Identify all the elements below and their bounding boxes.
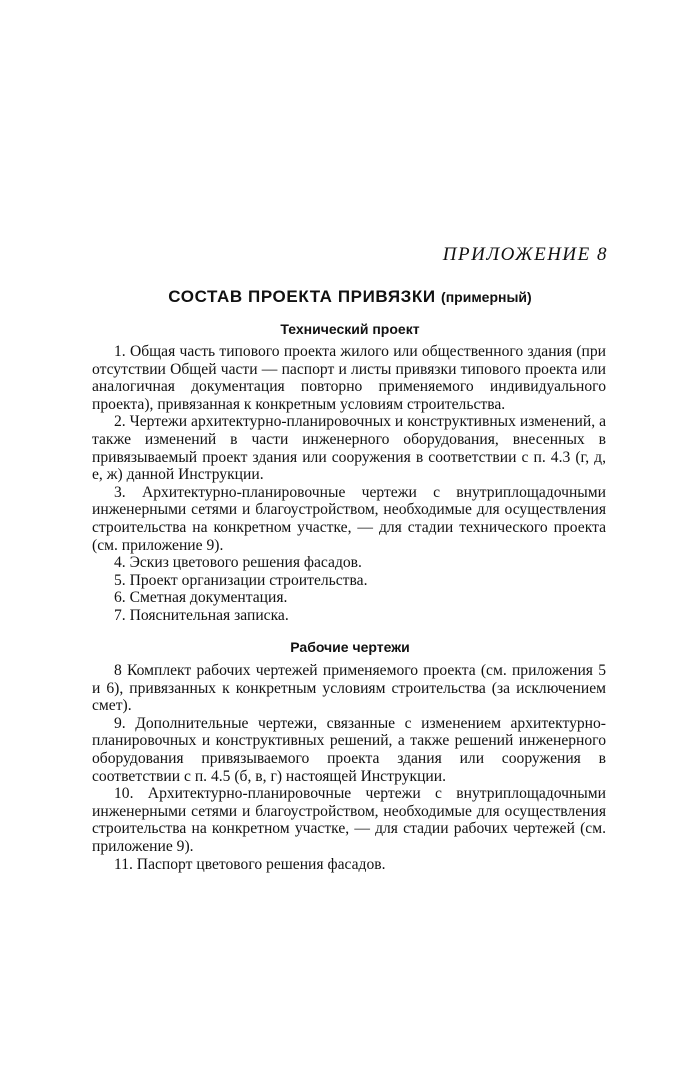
technical-project-list: [92, 343, 606, 625]
list-item: 9. Дополнительные чертежи, связанные с изменением архитектурно-планировочных и конструктивных решений, а также решений инженерного оборудования привязываемого проекта здания или сооружения в соответствии с п. 4.5 (б, в, г) настоящей Инструкции.: [92, 714, 606, 785]
list-item: 4. Эскиз цветового решения фасадов.: [114, 554, 362, 572]
list-item: 6. Сметная документация.: [114, 589, 288, 607]
list-item: 1. Общая часть типового проекта жилого или общественного здания (при отсутствии Общей части — паспорт и листы привязки типового проекта или аналогичная документация повторно применяемого индивидуального проекта), привязанная к конкретным условиям строительства.: [92, 343, 606, 413]
list-item: 2. Чертежи архитектурно-планировочных и конструктивных изменений, а также изменений в части инженерного оборудования, внесенных в привязываемый проект здания или сооружения в соответствии с п. 4.3 (г, д, е, ж) данной Инструкции.: [92, 413, 606, 484]
appendix-label: ПРИЛОЖЕНИЕ 8: [442, 244, 608, 265]
list-item: 10. Архитектурно-планировочные чертежи с внутриплощадочными инженерными сетями и благоустройством, необходимые для осуществления строительства на конкретном участке, — для стадии рабочих чертежей (см. приложение 9).: [92, 785, 606, 855]
working-drawings-list: [92, 662, 606, 873]
document-title: [0, 287, 700, 307]
list-item: 3. Архитектурно-планировочные чертежи с внутриплощадочными инженерными сетями и благоустройством, необходимые для осуществления строительства на конкретном участке, — для стадии технического проекта (см. приложение 9).: [92, 483, 606, 554]
list-item: 8 Комплект рабочих чертежей применяемого проекта (см. приложения 5 и 6), привязанных к конкретным условиям строительства (за исключением смет).: [92, 662, 606, 715]
section-heading-technical-project: Технический проект: [280, 321, 420, 337]
document-title-main: СОСТАВ ПРОЕКТА ПРИВЯЗКИ: [168, 287, 436, 306]
list-item: 5. Проект организации строительства.: [114, 571, 368, 589]
list-item: 11. Паспорт цветового решения фасадов.: [114, 855, 386, 873]
list-item: 7. Пояснительная записка.: [114, 606, 289, 624]
section-heading-working-drawings: Рабочие чертежи: [290, 639, 410, 655]
document-title-qualifier: (примерный): [441, 289, 532, 305]
